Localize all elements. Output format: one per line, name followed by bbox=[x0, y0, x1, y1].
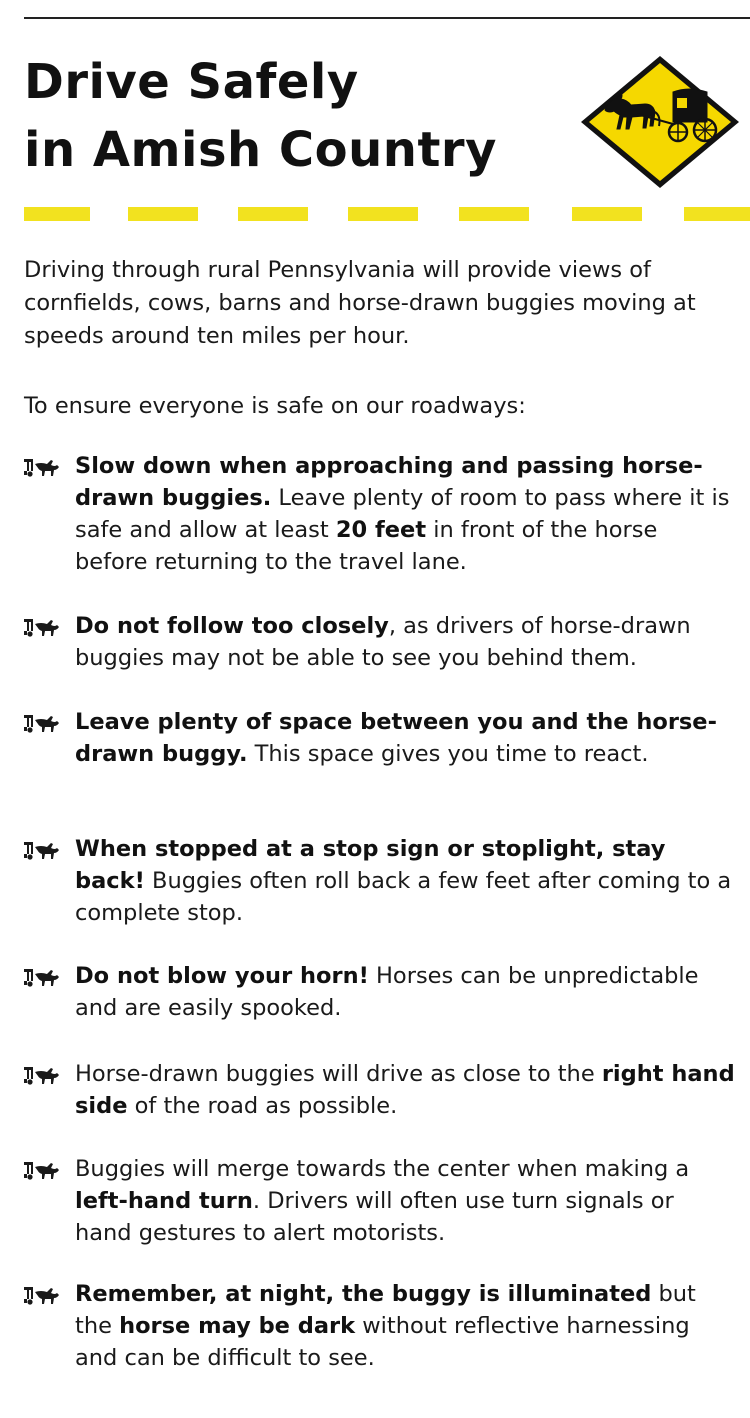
safety-tip-text bbox=[75, 1153, 735, 1249]
safety-tip-text bbox=[75, 960, 735, 1024]
tip-emphasis: left-hand turn bbox=[75, 1188, 253, 1214]
tip-emphasis: 20 feet bbox=[335, 517, 427, 543]
lead-sentence: To ensure everyone is safe on our roadways: bbox=[24, 393, 526, 419]
horse-and-buggy-icon bbox=[22, 1284, 64, 1306]
page-title bbox=[24, 48, 497, 184]
safety-tip-text bbox=[75, 706, 735, 770]
title-line-2: in Amish Country bbox=[24, 122, 497, 178]
tip-text: This space gives you time to react. bbox=[247, 741, 649, 767]
horse-and-buggy-icon bbox=[22, 616, 64, 638]
safety-tip-text bbox=[75, 450, 735, 578]
safety-tip-text bbox=[75, 1278, 735, 1374]
tip-text: . Drivers will often use turn signals or hand gestures to alert motorists. bbox=[75, 1188, 674, 1246]
tip-text: without reflective harnessing and can be difficult to see. bbox=[75, 1313, 690, 1371]
tip-text: but the bbox=[75, 1281, 696, 1339]
tip-text: in front of the horse before returning to the travel lane. bbox=[75, 517, 658, 575]
tip-emphasis: right hand side bbox=[75, 1061, 735, 1119]
safety-tip-text bbox=[75, 1058, 735, 1122]
tip-emphasis: Do not blow your horn! bbox=[75, 963, 369, 989]
tip-text: Horse-drawn buggies will drive as close to the bbox=[75, 1061, 602, 1087]
tip-emphasis: Remember, at night, the buggy is illuminated bbox=[75, 1281, 652, 1307]
tip-emphasis: When stopped at a stop sign or stoplight, stay back! bbox=[75, 836, 666, 894]
horse-and-buggy-icon bbox=[22, 839, 64, 861]
tip-text: Buggies will merge towards the center when making a bbox=[75, 1156, 690, 1182]
amish-buggy-warning-sign-icon bbox=[577, 52, 743, 192]
tip-emphasis: Slow down when approaching and passing horse-drawn buggies. bbox=[75, 453, 703, 511]
horse-and-buggy-icon bbox=[22, 966, 64, 988]
horse-and-buggy-icon bbox=[22, 712, 64, 734]
tip-emphasis: Do not follow too closely bbox=[75, 613, 389, 639]
intro-paragraph: Driving through rural Pennsylvania will provide views of cornfields, cows, barns and horse-drawn buggies moving at speeds around ten miles per hour. bbox=[24, 257, 696, 349]
tip-text: Buggies often roll back a few feet after coming to a complete stop. bbox=[75, 868, 732, 926]
tip-emphasis: horse may be dark bbox=[119, 1313, 356, 1339]
safety-tip-text bbox=[75, 833, 735, 929]
top-rule bbox=[24, 17, 750, 19]
road-dash-divider bbox=[0, 207, 750, 221]
tip-text: of the road as possible. bbox=[127, 1093, 398, 1119]
tip-text: Horses can be unpredictable and are easily spooked. bbox=[75, 963, 699, 1021]
tip-text: Leave plenty of room to pass where it is safe and allow at least bbox=[75, 485, 730, 543]
safety-tip-text bbox=[75, 610, 735, 674]
horse-and-buggy-icon bbox=[22, 456, 64, 478]
tip-emphasis: Leave plenty of space between you and the horse-drawn buggy. bbox=[75, 709, 717, 767]
tip-text: , as drivers of horse-drawn buggies may not be able to see you behind them. bbox=[75, 613, 691, 671]
horse-and-buggy-icon bbox=[22, 1159, 64, 1181]
title-line-1: Drive Safely bbox=[24, 54, 359, 110]
horse-and-buggy-icon bbox=[22, 1064, 64, 1086]
